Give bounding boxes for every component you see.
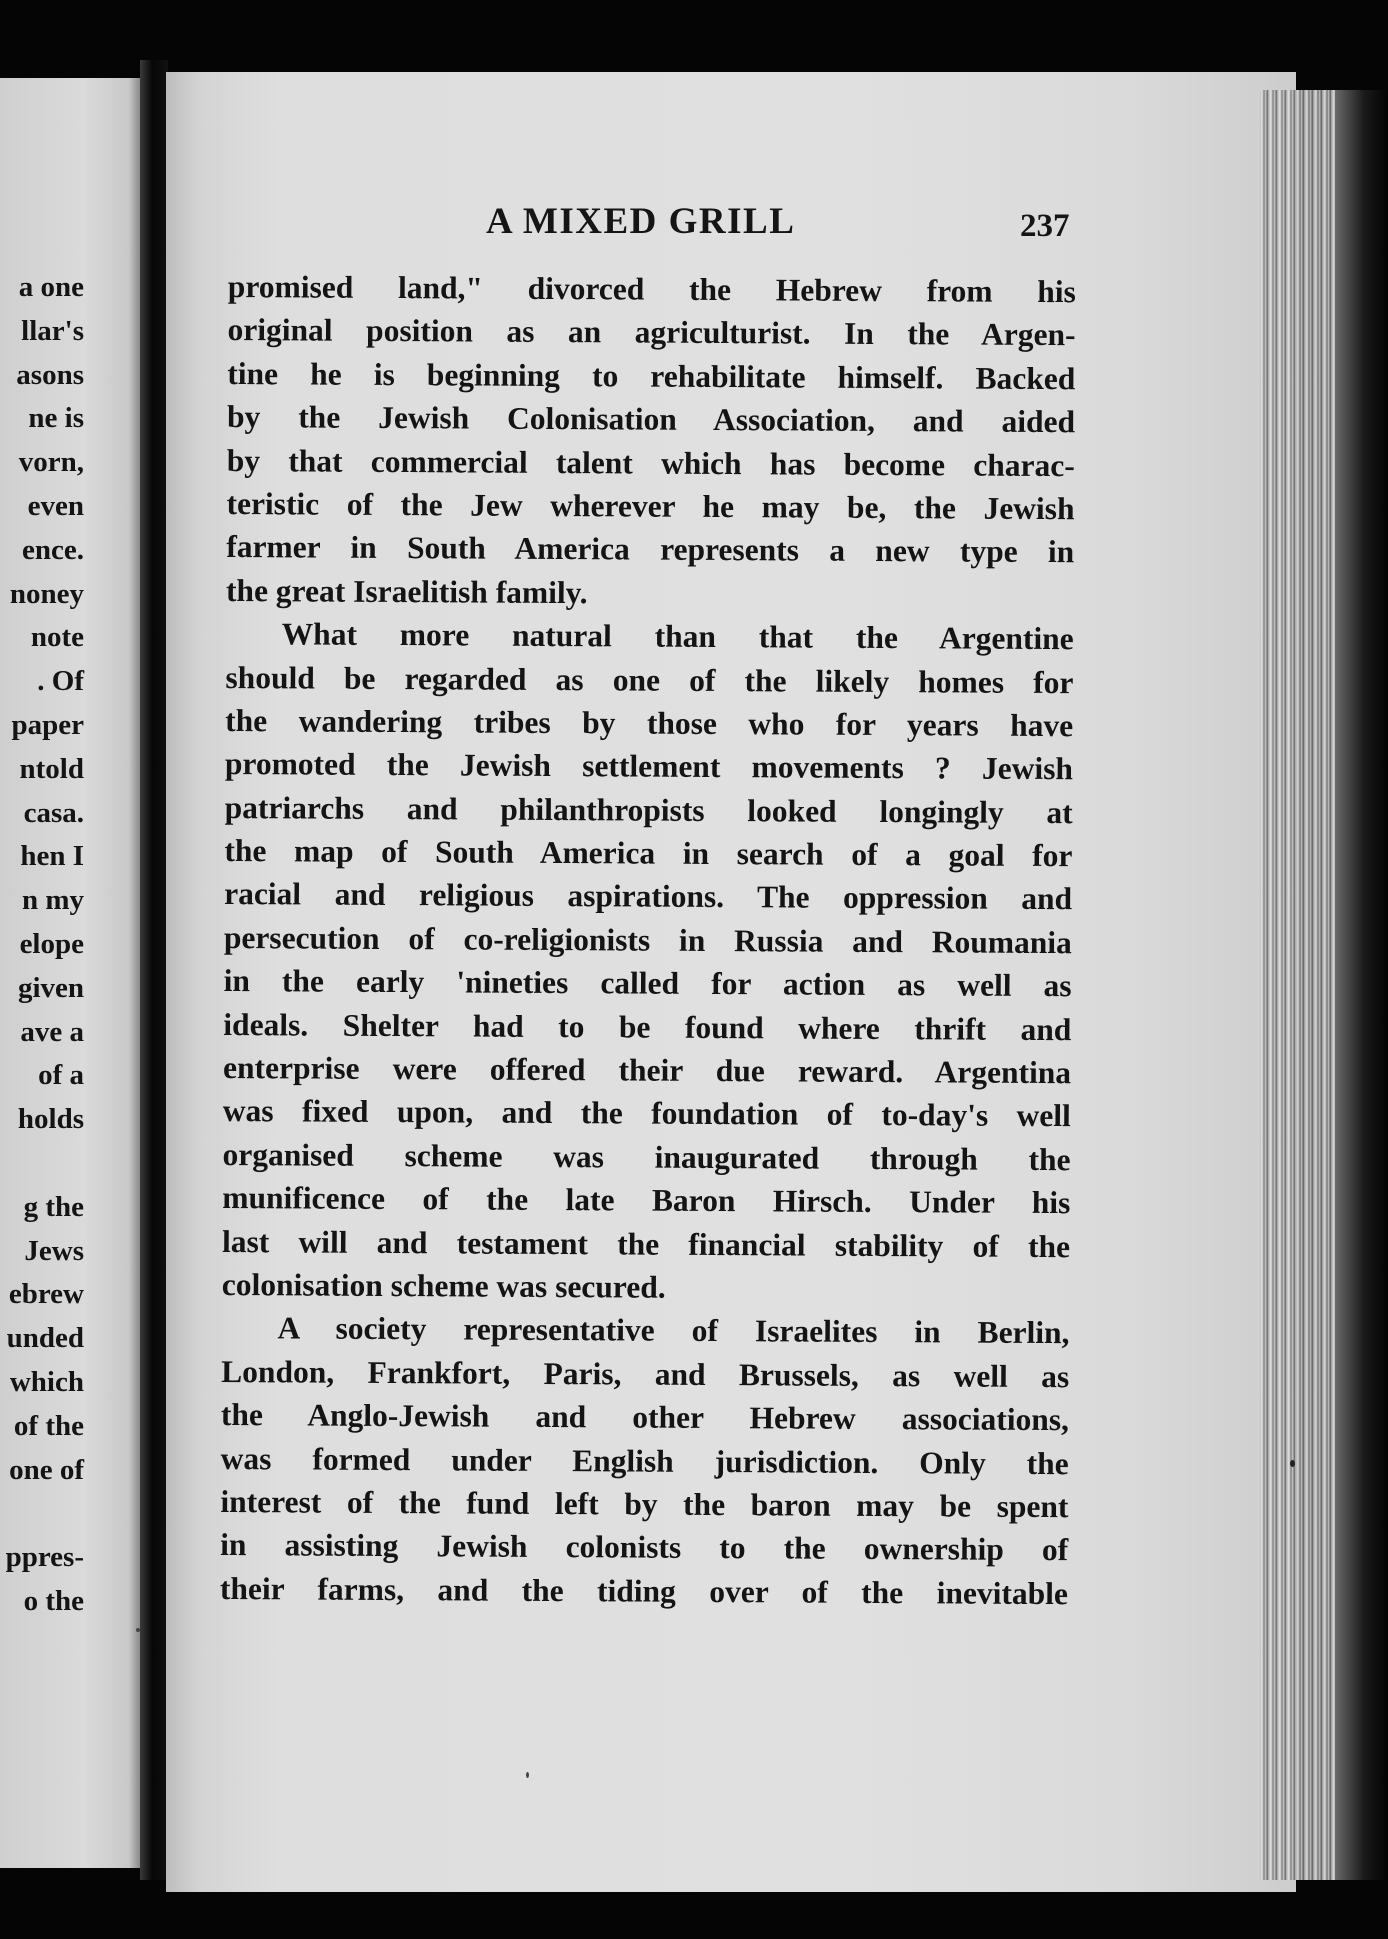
- left-page-line: ne is: [28, 402, 84, 435]
- left-page-line: noney: [9, 577, 84, 610]
- body-line: the wandering tribes by those who for years have: [225, 702, 1074, 744]
- scan-speck: [136, 1628, 140, 1632]
- body-line: ideals. Shelter had to be found where thrift and: [223, 1006, 1072, 1047]
- left-page-line: ppres-: [5, 1541, 84, 1574]
- left-page-line: which: [9, 1365, 84, 1398]
- left-page-line: ntold: [19, 752, 84, 785]
- body-line: enterprise were offered their due reward. Argentina: [222, 1050, 1072, 1091]
- body-line: racial and religious aspirations. The oppression and: [224, 876, 1073, 917]
- body-line: farmer in South America represents a new type in: [226, 529, 1075, 570]
- left-page-line: Jews: [24, 1234, 84, 1267]
- left-page-line: holds: [17, 1103, 84, 1136]
- left-page-line: ence.: [22, 533, 84, 566]
- left-page-line: llar's: [21, 314, 84, 347]
- body-line: the great Israelitish family.: [225, 572, 588, 610]
- body-line: in the early 'nineties called for action as well as: [223, 963, 1072, 1004]
- body-line: persecution of co-religionists in Russia and Roumania: [223, 919, 1072, 961]
- left-page-line: of the: [13, 1409, 84, 1442]
- body-line: original position as an agriculturist. In the Argen-: [227, 312, 1076, 353]
- left-page-line: elope: [19, 927, 84, 960]
- body-line: What more natural than that the Argentine: [281, 616, 1074, 657]
- body-line: by that commercial talent which has become charac-: [226, 442, 1075, 483]
- page-edges-shadow: [1335, 90, 1388, 1880]
- left-page-line: o the: [23, 1584, 84, 1617]
- body-text: [220, 265, 1076, 1615]
- body-line: their farms, and the tiding over of the inevitable: [219, 1570, 1069, 1611]
- body-line: munificence of the late Baron Hirsch. Under his: [222, 1180, 1071, 1221]
- body-line: in assisting Jewish colonists to the ownership of: [220, 1527, 1069, 1568]
- body-line: the map of South America in search of a goal for: [224, 833, 1073, 874]
- left-page-fragment: [0, 78, 140, 1868]
- body-line: was formed under English jurisdiction. Only the: [220, 1440, 1069, 1481]
- body-line: last will and testament the financial stability of the: [221, 1223, 1071, 1264]
- body-line: A society representative of Israelites in Berlin,: [277, 1310, 1070, 1351]
- body-line: teristic of the Jew wherever he may be, the Jewish: [226, 485, 1075, 527]
- scan-speck: [526, 1772, 529, 1778]
- body-line: the Anglo-Jewish and other Hebrew associations,: [220, 1397, 1070, 1438]
- left-page-line: ave a: [20, 1015, 84, 1048]
- body-line: should be regarded as one of the likely homes for: [225, 659, 1074, 700]
- body-line: interest of the fund left by the baron may be spent: [220, 1483, 1069, 1525]
- body-line: tine he is beginning to rehabilitate himself. Backed: [227, 355, 1076, 396]
- left-page-line: one of: [9, 1453, 84, 1486]
- left-page-line: unded: [6, 1322, 84, 1355]
- left-page-line: even: [27, 489, 84, 522]
- page-number: 237: [1020, 208, 1070, 244]
- left-page-text: [0, 266, 84, 1624]
- left-page-line: casa.: [23, 796, 84, 829]
- left-page-line: note: [30, 621, 84, 654]
- body-line: was fixed upon, and the foundation of to-day's well: [222, 1093, 1071, 1134]
- body-line: by the Jewish Colonisation Association, and aided: [226, 399, 1076, 440]
- scan-speck: [1290, 1460, 1295, 1467]
- left-page-line: a one: [18, 271, 84, 303]
- left-page-line: g the: [23, 1190, 84, 1223]
- left-page-line: [0, 1142, 84, 1186]
- book-gutter: [140, 60, 168, 1880]
- body-line: London, Frankfort, Paris, and Brussels, as well as: [221, 1353, 1070, 1394]
- left-page-line: . Of: [37, 665, 84, 698]
- left-page-line: asons: [16, 358, 84, 391]
- left-page-line: n my: [21, 884, 84, 917]
- body-line: promoted the Jewish settlement movements ? Jewish: [224, 746, 1074, 787]
- body-line: colonisation scheme was secured.: [221, 1266, 666, 1305]
- left-page-line: of a: [38, 1059, 84, 1092]
- running-title: A MIXED GRILL: [486, 201, 796, 242]
- body-line: patriarchs and philanthropists looked longingly at: [224, 789, 1073, 830]
- body-line: organised scheme was inaugurated through the: [222, 1136, 1071, 1177]
- body-line: promised land," divorced the Hebrew from his: [227, 268, 1076, 310]
- left-page-line: hen I: [20, 840, 84, 873]
- page-header: [0, 200, 1388, 248]
- left-page-line: ebrew: [8, 1278, 84, 1311]
- left-page-line: given: [17, 971, 84, 1004]
- left-page-line: vorn,: [18, 446, 84, 479]
- left-page-line: [0, 1492, 84, 1536]
- left-page-line: paper: [11, 708, 84, 741]
